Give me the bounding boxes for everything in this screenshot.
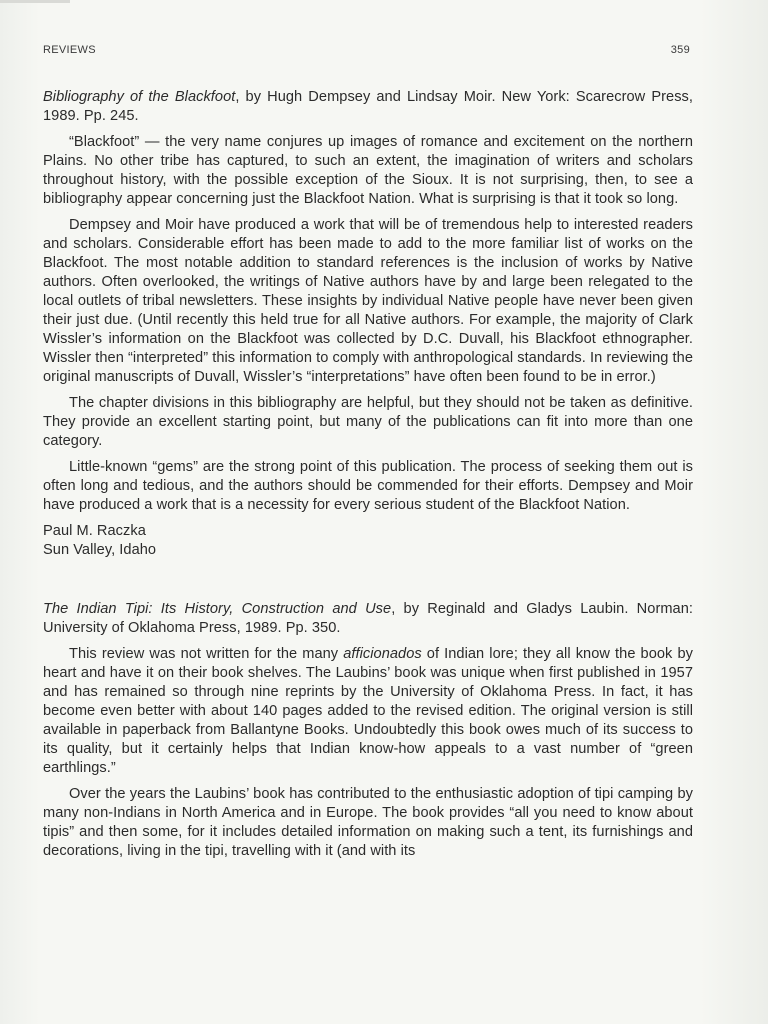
citation-details: , by Reginald and Gladys Laubin. Norman: University of Oklahoma Press, 1989. Pp. 350.: [43, 601, 693, 636]
review-paragraph: Little-known “gems” are the strong point of this publication. The process of seeking them out is often long and tedious, and the authors should be commended for their efforts. Dempsey and Moir have produced a work that is a necessity for every serious student of the Blackfoot Nation.: [43, 459, 693, 513]
paragraph-text: of Indian lore; they all know the book by heart and have it on their book shelves. The Laubins’ book was unique when first published in 1957 and has remained so through nine reprints by the University of Oklahoma Press. In fact, it has become even better with about 140 pages added to the revised edition. The original version is still available in paperback from Ballantyne Books. Undoubtedly this book owes much of its success to its quality, but it certainly helps that Indian know-how appeals to a vast number of “green earthlings.”: [43, 646, 693, 776]
reviewer-name: Paul M. Raczka: [43, 523, 146, 539]
page-edge: [0, 0, 70, 3]
page-body: [43, 88, 693, 868]
review-citation: [43, 600, 693, 638]
book-title: The Indian Tipi: Its History, Construction and Use: [43, 601, 392, 617]
paragraph-text: This review was not written for the many: [69, 646, 344, 662]
section-title: REVIEWS: [43, 44, 96, 56]
review-paragraph: Over the years the Laubins’ book has contributed to the enthusiastic adoption of tipi camping by many non-Indians in North America and in Europe. The book provides “all you need to know about tipis” and then some, for it includes detailed information on making such a tent, its furnishings and decorations, living in the tipi, travelling with it (and with its: [43, 786, 693, 859]
review-paragraph: The chapter divisions in this bibliography are helpful, but they should not be taken as definitive. They provide an excellent starting point, but many of the publications can fit into more than one category.: [43, 395, 693, 449]
book-title: Bibliography of the Blackfoot: [43, 89, 236, 105]
review-separator: [43, 560, 693, 600]
review-paragraph: Dempsey and Moir have produced a work that will be of tremendous help to interested readers and scholars. Considerable effort has been made to add to the more familiar list of works on the Blackfoot. The most notable addition to standard references is the inclusion of works by Native authors. Often overlooked, the writings of Native authors have by and large been relegated to the local outlets of tribal newsletters. These insights by individual Native people have never been given their just due. (Until recently this held true for all Native authors. For example, the majority of Clark Wissler’s information on the Blackfoot was collected by D.C. Duvall, his Blackfoot ethnographer. Wissler then “interpreted” this information to comply with anthropological standards. In reviewing the original manuscripts of Duvall, Wissler’s “interpretations” have often been found to be in error.): [43, 217, 693, 385]
review-citation: [43, 88, 693, 126]
review-paragraph: [43, 645, 693, 778]
citation-details: , by Hugh Dempsey and Lindsay Moir. New York: Scarecrow Press, 1989. Pp. 245.: [43, 89, 693, 124]
italic-term: afficionados: [343, 646, 422, 662]
page-number: 359: [670, 44, 690, 56]
review-paragraph: “Blackfoot” — the very name conjures up images of romance and excitement on the northern Plains. No other tribe has captured, to such an extent, the imagination of writers and scholars throughout history, with the possible exception of the Sioux. It is not surprising, then, to see a bibliography appear concerning just the Blackfoot Nation. What is surprising is that it took so long.: [43, 134, 693, 207]
reviewer-location: Sun Valley, Idaho: [43, 542, 157, 558]
